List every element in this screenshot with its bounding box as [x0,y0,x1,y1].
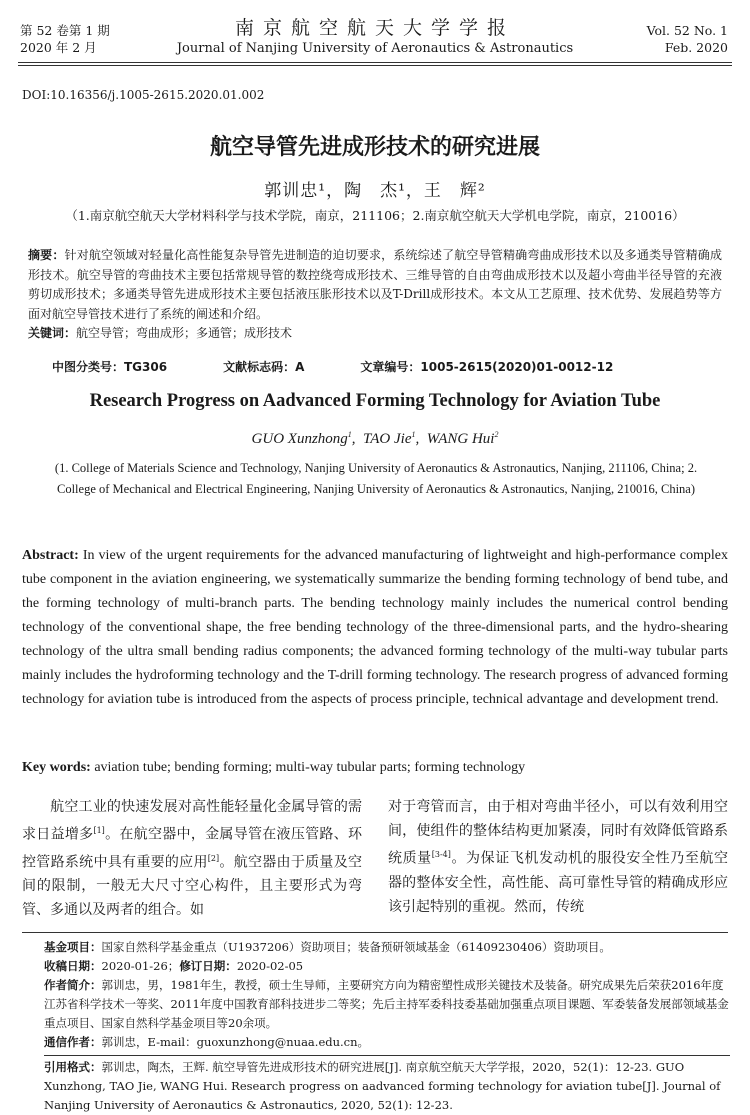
dates-note [44,957,730,976]
citation-label: 引用格式： [44,1060,102,1074]
article-number: 文章编号：1005-2615(2020)01-0012-12 [360,360,614,374]
affiliations-cn: （1.南京航空航天大学材料科学与技术学院，南京，211106；2.南京航空航天大学机电学院，南京，210016） [65,208,685,223]
funding-note [44,938,730,957]
header-rule [18,62,732,63]
doi: DOI:10.16356/j.1005-2615.2020.01.002 [22,88,265,102]
body-column-right [388,795,728,919]
classification-line [52,358,669,375]
correspondence-note [44,1033,730,1052]
journal-name-en: Journal of Nanjing University of Aeronautics & Astronautics [176,41,574,56]
author-3-affil: 2 [494,430,499,439]
volume-cn: 第 52 卷第 1 期 [20,23,110,38]
author-1: GUO Xunzhong [251,431,348,447]
body-text: 。在航空器中，金属导管在液压管路、环控管路系统中具有重要的应用 [22,826,363,871]
author-3: WANG Hui [426,431,495,447]
volume-en: Vol. 52 No. 1 [646,23,728,38]
abstract-en-text: In view of the urgent requirements for the advanced manufacturing of lightweight and high-performance complex tube component in the aviation engineering, we systematically summarize the bending forming technology of bend tube, and the forming technology of multi-branch parts. The bending technology mainly includes the numerical control bending technology of the conventional shape, the free bending technology of the three-dimensional parts, and the hydro-shearing technology of the ultra small bending radius components; the advanced forming technology of the multi-way tubular parts mainly includes the hydroforming technology and the T-drill forming technology. The research progress of advanced forming technology for aviation tube is introduced from the aspects of process principle, technical advantage and development trend. [22,548,728,707]
citation-ref[interactable]: [2] [207,853,220,863]
authors-cn: 郭训忠¹，陶 杰¹，王 辉² [264,181,486,201]
funding-text: 国家自然科学基金重点（U1937206）资助项目；装备预研领域基金（61409230406）资助项目。 [101,940,611,954]
correspondence-label: 通信作者： [44,1035,102,1049]
journal-name-cn: 南京航空航天大学学报 [234,17,515,39]
header-right [647,22,728,56]
date-cn: 2020 年 2 月 [20,40,97,55]
keywords-en-label: Key words: [22,760,91,775]
date-en: Feb. 2020 [664,40,728,55]
correspondence-email[interactable]: 郭训忠，E-mail：guoxunzhong@nuaa.edu.cn。 [101,1035,370,1049]
citation-ref[interactable]: [3-4] [431,850,451,859]
author-1-affil: 1 [347,430,352,439]
authors-en: GUO Xunzhong$^1$, TAO Jie$^1$, WANG Hui$^2$ [251,430,499,447]
abstract-en-label: Abstract: [22,548,79,563]
body-column-left [22,795,362,922]
author-bio-text: 郭训忠，男，1981年生，教授，硕士生导师，主要研究方向为精密塑性成形关键技术及装备。研究成果先后荣获2016年度江苏省科学技术一等奖、2011年度中国教育部科技进步二等奖；先后主持军委科技委基础加强重点项目课题、军委装备发展部领域基金重点项目、国家自然科学基金项目等20余项。 [44,978,729,1030]
revised-date: 2020-02-05 [236,959,304,973]
funding-label: 基金项目： [44,940,102,954]
citation-rule [44,1055,730,1056]
header-rule-2 [18,65,732,66]
abstract-cn [28,246,722,344]
header-center [0,16,750,58]
keywords-en-text: aviation tube; bending forming; multi-way tubular parts; forming technology [94,760,526,775]
citation-note [44,1058,730,1115]
keywords-en [22,760,728,776]
abstract-en [22,544,728,712]
author-bio-label: 作者简介： [44,978,102,992]
author-note [44,976,730,1033]
revised-label: 修订日期： [179,959,237,973]
clc-number: 中图分类号：TG306 [52,360,168,374]
body-text: 。为保证飞机发动机的服役安全性乃至航空器的整体安全性，高性能、高可靠性导管的精确成形应该引起特别的重视。然而，传统 [388,850,729,915]
document-code: 文献标志码：A [223,360,305,374]
body-text: 。航空器由于质量及空间的限制，一般无大尺寸空心构件，且主要形式为弯管、多通以及两者的组合。如 [22,854,363,919]
affiliations-en: (1. College of Materials Science and Technology, Nanjing University of Aeronautics & Astronautics, Nanjing, 211106, China; 2. College of Mechanical and Electrical Engineering, Nanjing University of Aeronautics & Astronautics, Nanjing, 210016, China) [54,461,698,496]
paper-title-cn: 航空导管先进成形技术的研究进展 [209,135,540,160]
keywords-cn-text: 航空导管；弯曲成形；多通管；成形技术 [76,326,293,340]
body-text: 对于弯管而言，由于相对弯曲半径小，可以有效利用空间，使组件的整体结构更加紧凑，同时有效降低管路系统质量 [388,799,728,867]
abstract-cn-text: 针对航空领域对轻量化高性能复杂导管先进制造的迫切要求，系统综述了航空导管精确弯曲成形技术以及多通类导管精确成形技术。航空导管的弯曲技术主要包括常规导管的数控绕弯成形技术、三维导管的自由弯曲成形技术以及超小弯曲半径导管的充液剪切成形技术；多通类导管先进成形技术主要包括液压胀形技术以及T-Drill成形技术。本文从工艺原理、技术优势、发展趋势等方面对航空导管技术进行了系统的阐述和介绍。 [28,248,722,321]
paper-title-en: Research Progress on Aadvanced Forming Technology for Aviation Tube [89,391,661,411]
keywords-cn-label: 关键词： [28,326,77,340]
footnotes [44,938,730,1115]
citation-text: 郭训忠，陶杰，王辉. 航空导管先进成形技术的研究进展[J]. 南京航空航天大学学报，2020，52(1)：12-23. GUO Xunzhong, TAO Jie, WANG Hui. Research progress on aadvanced forming technology for aviation tube[J]. Journal of Nanjing University of Aeronautics & Astronautics, 2020, 52(1): 12-23. [44,1060,721,1112]
footnote-rule [22,932,728,933]
body-text: 航空工业的快速发展对高性能轻量化金属导管的需求日益增多 [22,799,362,843]
received-date: 2020-01-26； [101,959,180,973]
author-2-affil: 1 [411,430,416,439]
received-label: 收稿日期： [44,959,102,973]
citation-ref[interactable]: [1] [93,826,105,835]
author-2: TAO Jie [363,431,412,447]
abstract-cn-label: 摘要： [28,248,65,262]
